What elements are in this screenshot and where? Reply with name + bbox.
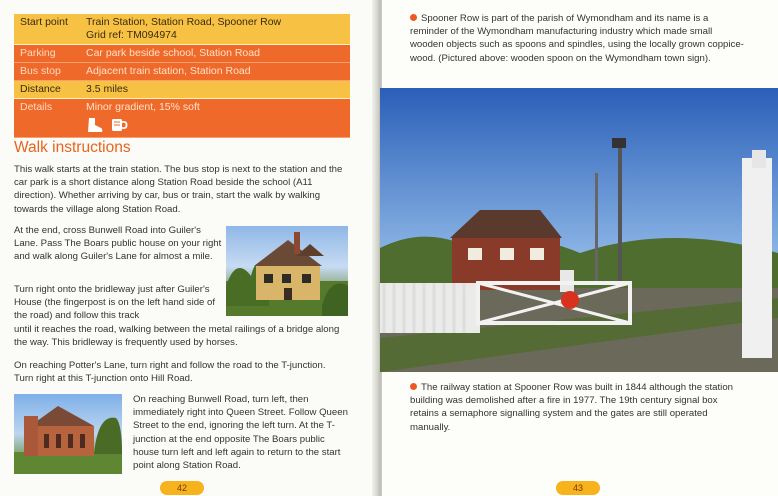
walking-boot-icon — [86, 117, 104, 133]
church-photo — [14, 394, 122, 474]
detail-icons — [86, 114, 344, 133]
bullet-icon — [410, 383, 417, 390]
info-value — [80, 14, 350, 45]
walk-info-table — [14, 14, 350, 138]
walk-instructions-heading: Walk instructions — [14, 139, 131, 156]
page-number-right: 43 — [556, 481, 600, 495]
paragraph-potters-lane: On reaching Potter's Lane, turn right and follow the road to the T-junction. Turn right at this T-junction onto Hill Road. — [14, 360, 326, 385]
paragraph-bunwell-road: At the end, cross Bunwell Road into Guiler's Lane. Pass The Boars public house on your right and walk along Guiler's Lane for almost a mile. — [14, 225, 222, 263]
note-text: The railway station at Spooner Row was built in 1844 although the station building was demolished after a fire in 1977. The 19th century signal box retains a semaphore signalling system and the gates are still operated manually. — [410, 382, 733, 433]
note-text: Spooner Row is part of the parish of Wymondham and its name is a reminder of the Wymondham manufacturing industry which made small wooden objects such as spoons and spindles, using the locally grown coppice-wood. (Pictured above: wooden spoon on the Wymondham town sign). — [410, 13, 744, 64]
grid-ref: Grid ref: TM094974 — [86, 29, 177, 41]
info-row-start-point — [14, 14, 350, 45]
info-row-details — [14, 99, 350, 138]
info-value-line: Minor gradient, 15% soft — [86, 101, 200, 113]
mug-icon — [110, 117, 128, 133]
pub-photo — [226, 226, 348, 316]
paragraph-bridleway-cont: until it reaches the road, walking between the metal railings of a bridge along the way. This bridleway is frequently used by horses. — [14, 324, 340, 349]
info-key: Bus stop — [14, 63, 80, 81]
info-value-line: Train Station, Station Road, Spooner Row — [86, 16, 282, 28]
paragraph-return: On reaching Bunwell Road, turn left, then immediately right into Queen Street. Follow Queen Street to the end, ignoring the left turn. At the T-junction at the end opposite The Boars public house turn left and left again to return to the start point along Station Road. — [133, 394, 348, 472]
info-key: Distance — [14, 81, 80, 99]
bullet-icon — [410, 14, 417, 21]
info-row-parking — [14, 45, 350, 63]
note-spooner-row — [410, 12, 746, 65]
info-value: 3.5 miles — [80, 81, 350, 99]
info-key: Parking — [14, 45, 80, 63]
info-row-distance — [14, 81, 350, 99]
level-crossing-photo — [380, 88, 778, 372]
info-key: Start point — [14, 14, 80, 45]
info-value: Adjacent train station, Station Road — [80, 63, 350, 81]
info-key: Details — [14, 99, 80, 138]
page-number-left: 42 — [160, 481, 204, 495]
info-row-bus-stop — [14, 63, 350, 81]
left-page — [0, 0, 380, 496]
info-value: Car park beside school, Station Road — [80, 45, 350, 63]
note-railway-station — [410, 381, 746, 434]
paragraph-start: This walk starts at the train station. The bus stop is next to the station and the car park is a short distance along Station Road beside the school (A11 direction). Whether arriving by car, bus or train, start the walk by walking towards the village along Station Road. — [14, 164, 343, 215]
info-value — [80, 99, 350, 138]
paragraph-bridleway: Turn right onto the bridleway just after Guiler's House (the fingerpost is on the left hand side of the road) and follow this track — [14, 284, 216, 322]
